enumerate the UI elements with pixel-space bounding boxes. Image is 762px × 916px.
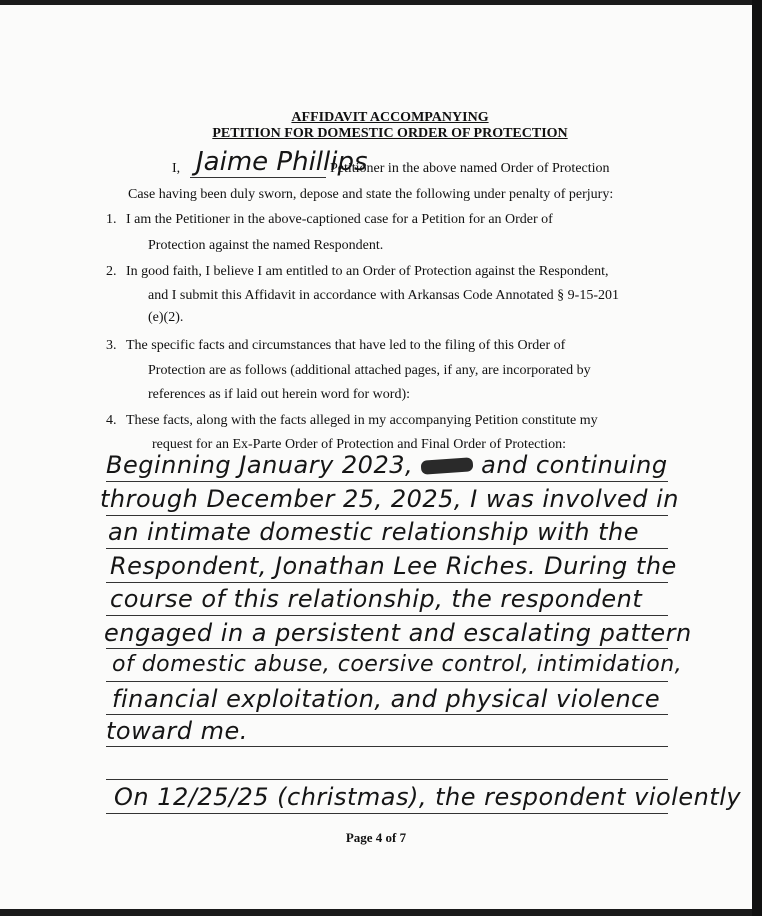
writing-rule-5 <box>106 615 668 616</box>
item-2-number: 2. <box>106 264 117 279</box>
handwritten-line-4: Respondent, Jonathan Lee Riches. During the <box>110 552 677 580</box>
affidavit-page <box>0 5 752 909</box>
writing-rule-9 <box>106 746 668 747</box>
scan-edge <box>752 0 762 916</box>
name-underline <box>190 177 326 178</box>
handwritten-line-7: of domestic abuse, coersive control, intimidation, <box>112 652 683 677</box>
item-3-line-1: The specific facts and circumstances that have led to the filing of this Order of <box>126 338 566 353</box>
writing-rule-10 <box>106 779 668 780</box>
writing-rule-2 <box>106 515 668 516</box>
item-3-number: 3. <box>106 338 117 353</box>
writing-rule-7 <box>106 681 668 682</box>
document-title-line1: AFFIDAVIT ACCOMPANYING <box>291 110 489 125</box>
handwritten-line-8: financial exploitation, and physical violence <box>112 685 661 713</box>
item-3-line-3: references as if laid out herein word for word): <box>148 387 411 402</box>
writing-rule-8 <box>106 714 668 715</box>
petitioner-name-handwritten: Jaime Phillips <box>196 147 368 177</box>
item-1-number: 1. <box>106 212 117 227</box>
writing-rule-4 <box>106 582 668 583</box>
handwritten-line-6: engaged in a persistent and escalating pattern <box>104 619 692 647</box>
document-title-line2: PETITION FOR DOMESTIC ORDER OF PROTECTION <box>212 126 568 141</box>
handwritten-line-1-after: and continuing <box>481 451 668 479</box>
intro-prefix: I, <box>172 161 181 176</box>
writing-rule-6 <box>106 648 668 649</box>
handwritten-line-3: an intimate domestic relationship with the <box>108 518 640 546</box>
writing-rule-1 <box>106 481 668 482</box>
item-4-line-2: request for an Ex-Parte Order of Protection and Final Order of Protection: <box>152 437 567 452</box>
item-4-line-1: These facts, along with the facts alleged in my accompanying Petition constitute my <box>126 413 598 428</box>
writing-rule-3 <box>106 548 668 549</box>
item-3-line-2: Protection are as follows (additional attached pages, if any, are incorporated by <box>148 363 591 378</box>
page-number: Page 4 of 7 <box>345 830 407 845</box>
handwritten-line-1-before: Beginning January 2023, <box>106 451 414 479</box>
crossed-out-scribble <box>421 457 474 475</box>
handwritten-line-9: toward me. <box>106 717 248 745</box>
item-2-line-3: (e)(2). <box>148 310 184 325</box>
handwritten-line-2: through December 25, 2025, I was involved in <box>100 485 679 513</box>
item-2-line-1: In good faith, I believe I am entitled to an Order of Protection against the Respondent, <box>126 264 609 279</box>
intro-line2: Case having been duly sworn, depose and state the following under penalty of perjury: <box>128 187 614 202</box>
handwritten-line-5: course of this relationship, the respondent <box>110 585 643 613</box>
handwritten-line-10: On 12/25/25 (christmas), the respondent violently <box>114 783 742 811</box>
item-4-number: 4. <box>106 413 117 428</box>
intro-suffix: Petitioner in the above named Order of Protection <box>330 161 610 176</box>
handwritten-line-1 <box>106 451 668 479</box>
item-1-line-2: Protection against the named Respondent. <box>148 238 384 253</box>
item-1-line-1: I am the Petitioner in the above-captioned case for a Petition for an Order of <box>126 212 553 227</box>
writing-rule-11 <box>106 813 668 814</box>
item-2-line-2: and I submit this Affidavit in accordance with Arkansas Code Annotated § 9-15-201 <box>148 288 619 303</box>
